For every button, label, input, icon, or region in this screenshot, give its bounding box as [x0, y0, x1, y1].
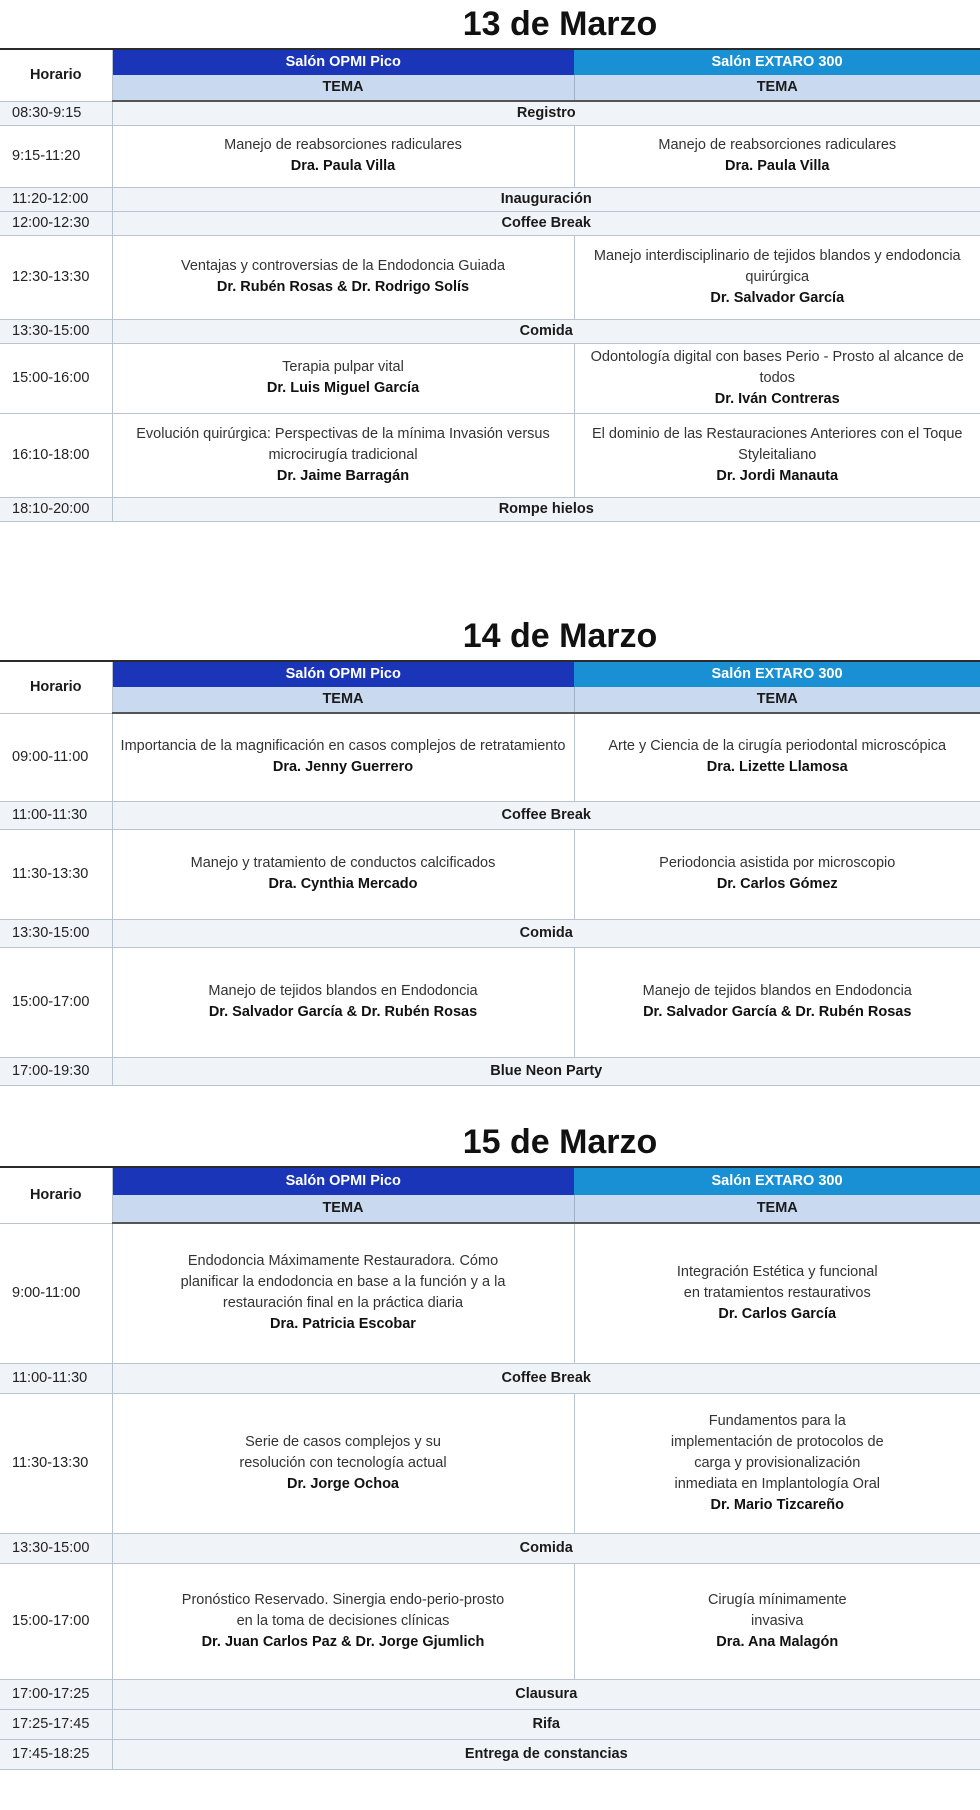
session-title: Manejo de reabsorciones radiculares	[658, 137, 897, 153]
session-title: Serie de casos complejos y su resolución con tecnología actual	[239, 1433, 447, 1471]
full-width-event: Inauguración	[112, 187, 980, 211]
time-slot: 18:10-20:00	[0, 497, 112, 521]
time-slot: 15:00-17:00	[0, 947, 112, 1057]
time-slot: 13:30-15:00	[0, 919, 112, 947]
time-slot: 17:00-17:25	[0, 1679, 112, 1709]
session-speaker: Dr. Carlos García	[718, 1305, 837, 1322]
session-room-a	[112, 235, 574, 319]
session-speaker: Dra. Paula Villa	[290, 158, 396, 174]
full-width-event: Coffee Break	[112, 1363, 980, 1393]
session-title: El dominio de las Restauraciones Anteriores con el Toque Styleitaliano	[591, 425, 963, 463]
full-width-event: Rifa	[112, 1709, 980, 1739]
full-width-event: Comida	[112, 1533, 980, 1563]
time-slot: 15:00-16:00	[0, 343, 112, 413]
schedule-table	[0, 1166, 980, 1770]
session-speaker: Dr. Salvador García	[710, 289, 845, 306]
schedule-row	[0, 919, 980, 947]
session-title: Manejo de tejidos blandos en Endodoncia	[208, 983, 478, 999]
session-room-b	[574, 1393, 980, 1533]
time-slot: 17:45-18:25	[0, 1739, 112, 1769]
schedule-row	[0, 413, 980, 497]
full-width-event: Comida	[112, 319, 980, 343]
time-slot: 09:00-11:00	[0, 713, 112, 801]
day-title: 14 de Marzo	[462, 617, 658, 655]
full-width-event: Entrega de constancias	[112, 1739, 980, 1769]
schedule-row	[0, 101, 980, 125]
session-title: Integración Estética y funcional en tratamientos restaurativos	[676, 1263, 878, 1301]
session-room-a	[112, 947, 574, 1057]
room-b-header: Salón EXTARO 300	[574, 49, 980, 75]
schedule-row	[0, 1679, 980, 1709]
schedule-row	[0, 947, 980, 1057]
time-slot: 11:00-11:30	[0, 1363, 112, 1393]
schedule-row	[0, 497, 980, 521]
session-room-b	[574, 125, 980, 187]
schedule-row	[0, 343, 980, 413]
session-title: Manejo de tejidos blandos en Endodoncia	[642, 983, 912, 999]
session-speaker: Dra. Cynthia Mercado	[268, 876, 418, 892]
session-title: Manejo y tratamiento de conductos calcificados	[190, 855, 496, 871]
session-speaker: Dr. Carlos Gómez	[716, 876, 838, 892]
session-title: Odontología digital con bases Perio - Prosto al alcance de todos	[590, 348, 964, 386]
horario-header: Horario	[0, 1167, 112, 1223]
schedule-row	[0, 235, 980, 319]
time-slot: 11:30-13:30	[0, 1393, 112, 1533]
schedule-row	[0, 319, 980, 343]
session-title: Evolución quirúrgica: Perspectivas de la mínima Invasión versus microcirugía tradicional	[136, 425, 550, 463]
session-speaker: Dra. Patricia Escobar	[270, 1316, 416, 1333]
session-speaker: Dr. Mario Tizcareño	[710, 1496, 844, 1513]
full-width-event: Rompe hielos	[112, 497, 980, 521]
room-b-header: Salón EXTARO 300	[574, 1167, 980, 1195]
full-width-event: Comida	[112, 919, 980, 947]
session-title: Terapia pulpar vital	[282, 359, 404, 375]
session-speaker: Dr. Luis Miguel García	[266, 380, 420, 396]
time-slot: 15:00-17:00	[0, 1563, 112, 1679]
schedule-row	[0, 1709, 980, 1739]
time-slot: 11:30-13:30	[0, 829, 112, 919]
full-width-event: Coffee Break	[112, 211, 980, 235]
session-room-b	[574, 829, 980, 919]
session-title: Importancia de la magnificación en casos complejos de retratamiento	[120, 738, 566, 755]
schedule-row	[0, 125, 980, 187]
full-width-event: Registro	[112, 101, 980, 125]
session-room-a	[112, 1393, 574, 1533]
horario-header: Horario	[0, 661, 112, 713]
time-slot: 11:00-11:30	[0, 801, 112, 829]
time-slot: 17:25-17:45	[0, 1709, 112, 1739]
schedule-row	[0, 829, 980, 919]
time-slot: 08:30-9:15	[0, 101, 112, 125]
full-width-event: Clausura	[112, 1679, 980, 1709]
schedule-row	[0, 1393, 980, 1533]
time-slot: 17:00-19:30	[0, 1057, 112, 1085]
session-title: Manejo interdisciplinario de tejidos blandos y endodoncia quirúrgica	[593, 247, 961, 285]
session-room-b	[574, 947, 980, 1057]
time-slot: 13:30-15:00	[0, 1533, 112, 1563]
session-title: Pronóstico Reservado. Sinergia endo-perio-prosto en la toma de decisiones clínicas	[181, 1591, 505, 1629]
session-title: Manejo de reabsorciones radiculares	[224, 137, 462, 153]
schedule-row	[0, 1363, 980, 1393]
session-room-b	[574, 343, 980, 413]
session-speaker: Dra. Paula Villa	[724, 158, 830, 174]
tema-header-a: TEMA	[112, 687, 574, 713]
schedule-row	[0, 713, 980, 801]
session-speaker: Dra. Ana Malagón	[716, 1633, 839, 1650]
time-slot: 16:10-18:00	[0, 413, 112, 497]
session-speaker: Dr. Salvador García & Dr. Rubén Rosas	[208, 1004, 478, 1020]
schedule-row	[0, 1057, 980, 1085]
session-title: Cirugía mínimamente invasiva	[707, 1591, 847, 1629]
horario-header: Horario	[0, 49, 112, 101]
session-title: Ventajas y controversias de la Endodoncia Guiada	[180, 258, 506, 274]
session-speaker: Dr. Jordi Manauta	[716, 467, 839, 484]
tema-header-a: TEMA	[112, 1195, 574, 1223]
session-room-b	[574, 235, 980, 319]
full-width-event: Blue Neon Party	[112, 1057, 980, 1085]
day-title: 13 de Marzo	[462, 5, 658, 43]
schedule-row	[0, 187, 980, 211]
session-room-a	[112, 1223, 574, 1363]
session-room-a	[112, 343, 574, 413]
time-slot: 9:00-11:00	[0, 1223, 112, 1363]
time-slot: 13:30-15:00	[0, 319, 112, 343]
session-speaker: Dr. Jorge Ochoa	[286, 1475, 399, 1492]
schedule-row	[0, 1533, 980, 1563]
time-slot: 12:30-13:30	[0, 235, 112, 319]
session-room-a	[112, 413, 574, 497]
time-slot: 9:15-11:20	[0, 125, 112, 187]
session-title: Arte y Ciencia de la cirugía periodontal microscópica	[608, 738, 947, 755]
tema-header-b: TEMA	[574, 687, 980, 713]
session-speaker: Dra. Jenny Guerrero	[272, 759, 414, 776]
schedule-row	[0, 801, 980, 829]
session-speaker: Dra. Lizette Llamosa	[706, 759, 848, 776]
schedule-row	[0, 1223, 980, 1363]
session-room-b	[574, 1563, 980, 1679]
tema-header-b: TEMA	[574, 1195, 980, 1223]
tema-header-b: TEMA	[574, 75, 980, 101]
session-room-b	[574, 413, 980, 497]
session-title: Fundamentos para la implementación de protocolos de carga y provisionalización inmediata en Implantología Oral	[670, 1412, 884, 1492]
session-room-a	[112, 713, 574, 801]
room-a-header: Salón OPMI Pico	[112, 1167, 574, 1195]
day-schedule-3	[0, 1118, 980, 1770]
session-speaker: Dr. Juan Carlos Paz & Dr. Jorge Gjumlich	[201, 1633, 485, 1650]
time-slot: 11:20-12:00	[0, 187, 112, 211]
day-schedule-1	[0, 0, 980, 522]
schedule-row	[0, 211, 980, 235]
session-speaker: Dr. Salvador García & Dr. Rubén Rosas	[643, 1004, 912, 1020]
schedule-row	[0, 1739, 980, 1769]
session-speaker: Dr. Jaime Barragán	[276, 467, 410, 484]
schedule-row	[0, 1563, 980, 1679]
room-a-header: Salón OPMI Pico	[112, 49, 574, 75]
time-slot: 12:00-12:30	[0, 211, 112, 235]
session-room-a	[112, 829, 574, 919]
tema-header-a: TEMA	[112, 75, 574, 101]
schedule-table	[0, 660, 980, 1086]
schedule-table	[0, 48, 980, 522]
session-title: Periodoncia asistida por microscopio	[659, 855, 896, 871]
session-room-a	[112, 125, 574, 187]
session-room-a	[112, 1563, 574, 1679]
day-title: 15 de Marzo	[462, 1123, 658, 1161]
room-b-header: Salón EXTARO 300	[574, 661, 980, 687]
room-a-header: Salón OPMI Pico	[112, 661, 574, 687]
session-room-b	[574, 1223, 980, 1363]
day-schedule-2	[0, 612, 980, 1086]
full-width-event: Coffee Break	[112, 801, 980, 829]
session-speaker: Dr. Rubén Rosas & Dr. Rodrigo Solís	[216, 279, 470, 295]
session-room-b	[574, 713, 980, 801]
session-title: Endodoncia Máximamente Restauradora. Cómo planificar la endodoncia en base a la función y a la restauración final en la práctica diaria	[180, 1253, 506, 1312]
session-speaker: Dr. Iván Contreras	[714, 390, 840, 407]
